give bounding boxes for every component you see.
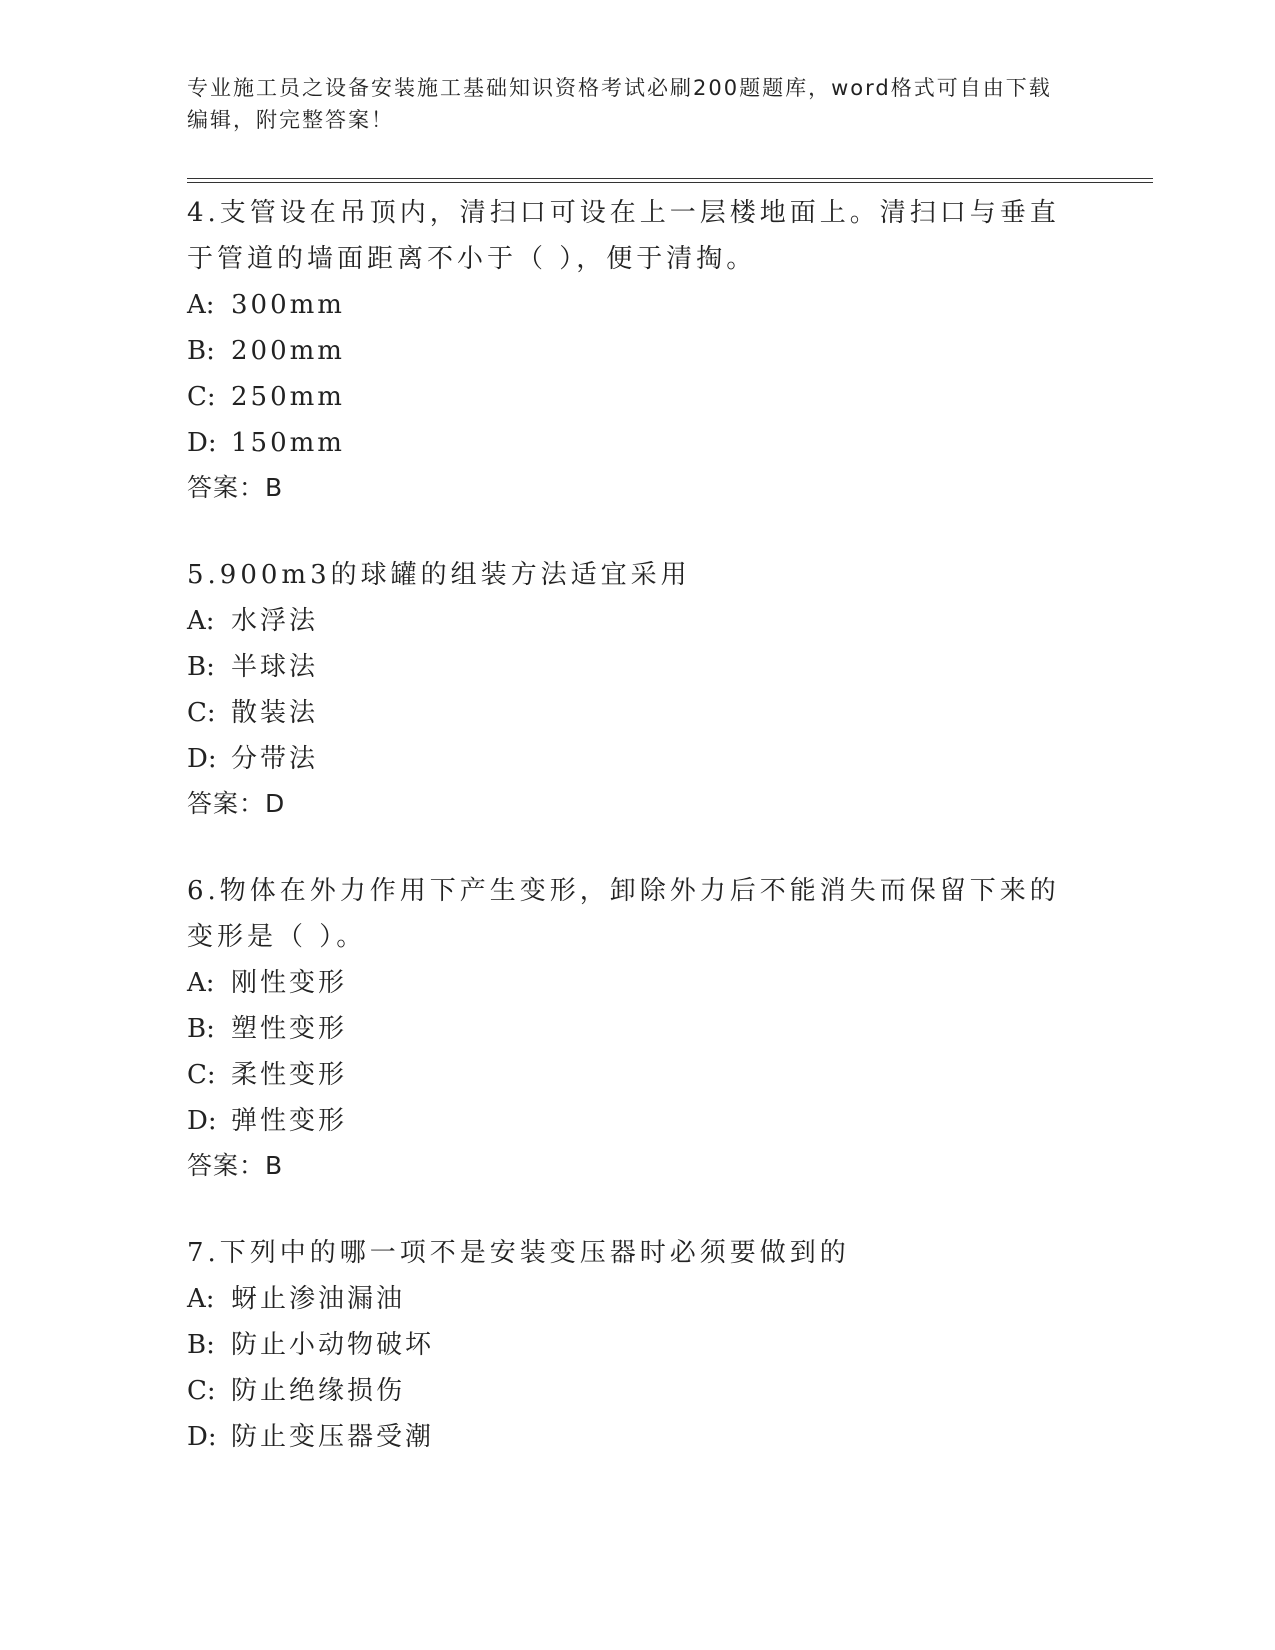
option-b [187, 1322, 1087, 1368]
option-letter: D: [187, 744, 217, 774]
question-stem: 7.下列中的哪一项不是安装变压器时必须要做到的 [187, 1238, 850, 1268]
option-text: 半球法 [231, 652, 319, 682]
option-text: 水浮法 [231, 606, 319, 636]
option-letter: C: [187, 382, 216, 412]
header-divider-top [187, 178, 1153, 179]
option-a [187, 282, 1087, 328]
option-d [187, 1414, 1087, 1460]
question-7 [187, 1230, 1087, 1460]
option-letter: B: [187, 1330, 215, 1360]
answer-text: 答案：B [187, 1151, 284, 1180]
option-text: 刚性变形 [231, 968, 348, 998]
question-stem: 4.支管设在吊顶内，清扫口可设在上一层楼地面上。清扫口与垂直于管道的墙面距离不小于（ ），便于清掏。 [187, 198, 1060, 274]
question-stem: 5.900m3的球罐的组装方法适宜采用 [187, 560, 691, 590]
option-text: 防止绝缘损伤 [231, 1376, 406, 1406]
option-a [187, 960, 1087, 1006]
option-text: 分带法 [231, 744, 319, 774]
option-text: 弹性变形 [231, 1106, 348, 1136]
option-text: 300mm [231, 290, 345, 320]
option-letter: C: [187, 1060, 216, 1090]
option-letter: D: [187, 1106, 217, 1136]
option-letter: D: [187, 428, 217, 458]
option-letter: C: [187, 698, 216, 728]
answer-text: 答案：B [187, 473, 284, 502]
question-list [187, 190, 1087, 1502]
option-letter: B: [187, 336, 215, 366]
option-text: 150mm [231, 428, 345, 458]
option-c [187, 690, 1087, 736]
option-letter: B: [187, 1014, 215, 1044]
option-b [187, 644, 1087, 690]
option-text: 250mm [231, 382, 345, 412]
option-letter: A: [187, 1284, 215, 1314]
option-letter: A: [187, 968, 215, 998]
option-letter: C: [187, 1376, 216, 1406]
option-text: 200mm [231, 336, 345, 366]
option-c [187, 1052, 1087, 1098]
option-text: 防止变压器受潮 [231, 1422, 435, 1452]
option-d [187, 736, 1087, 782]
option-letter: A: [187, 606, 215, 636]
option-b [187, 1006, 1087, 1052]
option-b [187, 328, 1087, 374]
option-text: 散装法 [231, 698, 319, 728]
option-letter: A: [187, 290, 215, 320]
question-stem: 6.物体在外力作用下产生变形，卸除外力后不能消失而保留下来的变形是（ ）。 [187, 876, 1060, 952]
question-6 [187, 868, 1087, 1188]
question-4 [187, 190, 1087, 510]
option-a [187, 598, 1087, 644]
option-letter: D: [187, 1422, 217, 1452]
option-c [187, 374, 1087, 420]
option-text: 柔性变形 [231, 1060, 348, 1090]
answer-text: 答案：D [187, 789, 286, 818]
option-letter: B: [187, 652, 215, 682]
option-text: 蚜止渗油漏油 [231, 1284, 406, 1314]
header-divider-bottom [187, 182, 1153, 183]
option-c [187, 1368, 1087, 1414]
option-d [187, 420, 1087, 466]
question-5 [187, 552, 1087, 826]
option-text: 塑性变形 [231, 1014, 348, 1044]
option-text: 防止小动物破坏 [231, 1330, 435, 1360]
document-header: 专业施工员之设备安装施工基础知识资格考试必刷200题题库，word格式可自由下载编辑，附完整答案！ [187, 76, 1052, 132]
option-d [187, 1098, 1087, 1144]
option-a [187, 1276, 1087, 1322]
